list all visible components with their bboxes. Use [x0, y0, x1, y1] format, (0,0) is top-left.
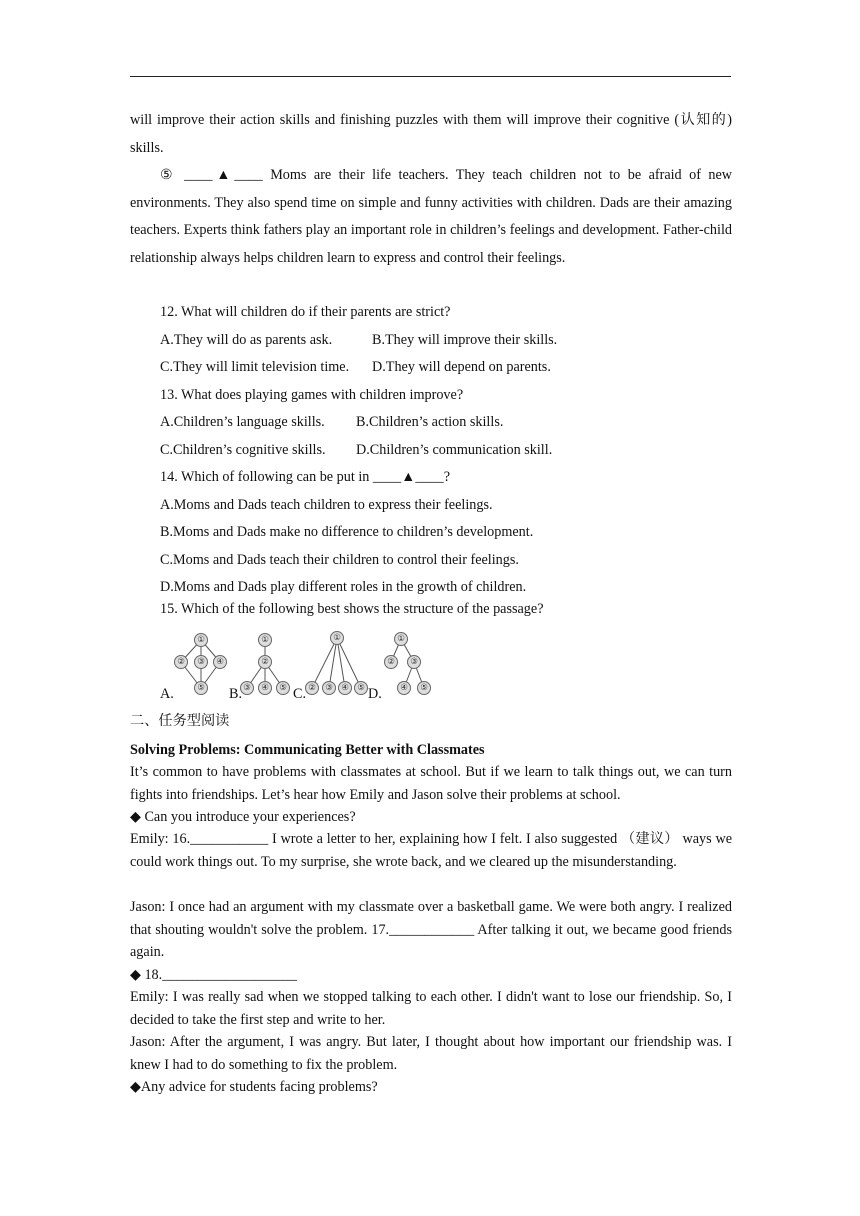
article-title: Solving Problems: Communicating Better with Classmates	[130, 742, 485, 758]
node-label: ④	[261, 683, 269, 693]
q13-option-c[interactable]: C.Children’s cognitive skills.	[160, 442, 326, 458]
section-heading: 二、任务型阅读	[130, 713, 230, 729]
q14-option-b[interactable]: B.Moms and Dads make no difference to children’s development.	[160, 524, 534, 540]
q12-option-b[interactable]: B.They will improve their skills.	[372, 332, 558, 348]
question-14-stem: 14. Which of following can be put in ____▲____?	[160, 469, 450, 485]
node-label: ⑤	[279, 683, 287, 693]
emily-answer-1: Emily: 16.___________ I wrote a letter to her, explaining how I felt. I also suggested （建议） ways we could work things out. To my surprise, she wrote back, and we cleared up the misunderstanding.	[130, 831, 732, 870]
interview-question-3: ◆Any advice for students facing problems?	[130, 1079, 378, 1095]
q15-option-a[interactable]: A.	[160, 686, 174, 702]
node-label: ①	[397, 634, 405, 644]
q15-option-b[interactable]: B.	[229, 686, 243, 702]
node-label: ④	[216, 657, 224, 667]
interview-question-1: ◆ Can you introduce your experiences?	[130, 809, 356, 825]
header-rule	[130, 76, 731, 77]
jason-answer-2: Jason: After the argument, I was angry. But later, I thought about how important our friendship was. I knew I had to do something to fix the problem.	[130, 1034, 732, 1073]
q14-option-a[interactable]: A.Moms and Dads teach children to express their feelings.	[160, 497, 493, 513]
node-label: ①	[197, 635, 205, 645]
node-label: ②	[261, 657, 269, 667]
interview-question-2: ◆ 18.___________________	[130, 967, 297, 983]
q13-option-d[interactable]: D.Children’s communication skill.	[356, 442, 553, 458]
q12-option-c[interactable]: C.They will limit television time.	[160, 359, 350, 375]
node-label: ③	[197, 657, 205, 667]
q14-option-c[interactable]: C.Moms and Dads teach their children to control their feelings.	[160, 552, 519, 568]
q14-option-d[interactable]: D.Moms and Dads play different roles in the growth of children.	[160, 579, 527, 595]
article-intro: It’s common to have problems with classmates at school. But if we learn to talk things out, we can turn fights into friendships. Let’s hear how Emily and Jason solve their problems at school.	[130, 764, 732, 803]
node-label: ⑤	[420, 683, 428, 693]
node-label: ⑤	[197, 683, 205, 693]
emily-answer-2: Emily: I was really sad when we stopped talking to each other. I didn't want to lose our friendship. So, I decided to take the first step and write to her.	[130, 989, 732, 1028]
passage-paragraph-1: will improve their action skills and finishing puzzles with them will improve their cognitive (认知的) skills.	[130, 112, 732, 156]
node-label: ①	[333, 633, 341, 643]
node-label: ⑤	[357, 683, 365, 693]
node-label: ③	[325, 683, 333, 693]
node-label: ①	[261, 635, 269, 645]
blank-placeholder: ____▲____	[184, 167, 263, 183]
q15-option-d[interactable]: D.	[368, 686, 382, 702]
node-label: ②	[177, 657, 185, 667]
node-label: ②	[308, 683, 316, 693]
node-label: ④	[400, 683, 408, 693]
jason-answer-1: Jason: I once had an argument with my classmate over a basketball game. We were both angry. I realized that shouting wouldn't solve the problem. 17.____________ After talking it out, we became good friends again.	[130, 899, 732, 960]
q12-option-d[interactable]: D.They will depend on parents.	[372, 359, 551, 375]
q13-option-b[interactable]: B.Children’s action skills.	[356, 414, 504, 430]
q15-option-c[interactable]: C.	[293, 686, 307, 702]
node-label: ③	[243, 683, 251, 693]
question-13-stem: 13. What does playing games with children improve?	[160, 387, 464, 403]
question-15-stem: 15. Which of the following best shows the structure of the passage?	[160, 601, 544, 617]
node-label: ②	[387, 657, 395, 667]
passage-paragraph-5	[130, 162, 732, 272]
node-label: ③	[410, 657, 418, 667]
paragraph-marker: ⑤	[160, 167, 177, 183]
question-12-stem: 12. What will children do if their parents are strict?	[160, 304, 451, 320]
node-label: ④	[341, 683, 349, 693]
paragraph-text: Moms are their life teachers. They teach children not to be afraid of new environments. They also spend time on simple and funny activities with children. Dads are their amazing teachers. Experts think fathers play an important role in children’s feelings and development. Father-child relationship always helps children learn to express and control their feelings.	[130, 167, 733, 266]
q13-option-a[interactable]: A.Children’s language skills.	[160, 414, 325, 430]
q12-option-a[interactable]: A.They will do as parents ask.	[160, 332, 333, 348]
